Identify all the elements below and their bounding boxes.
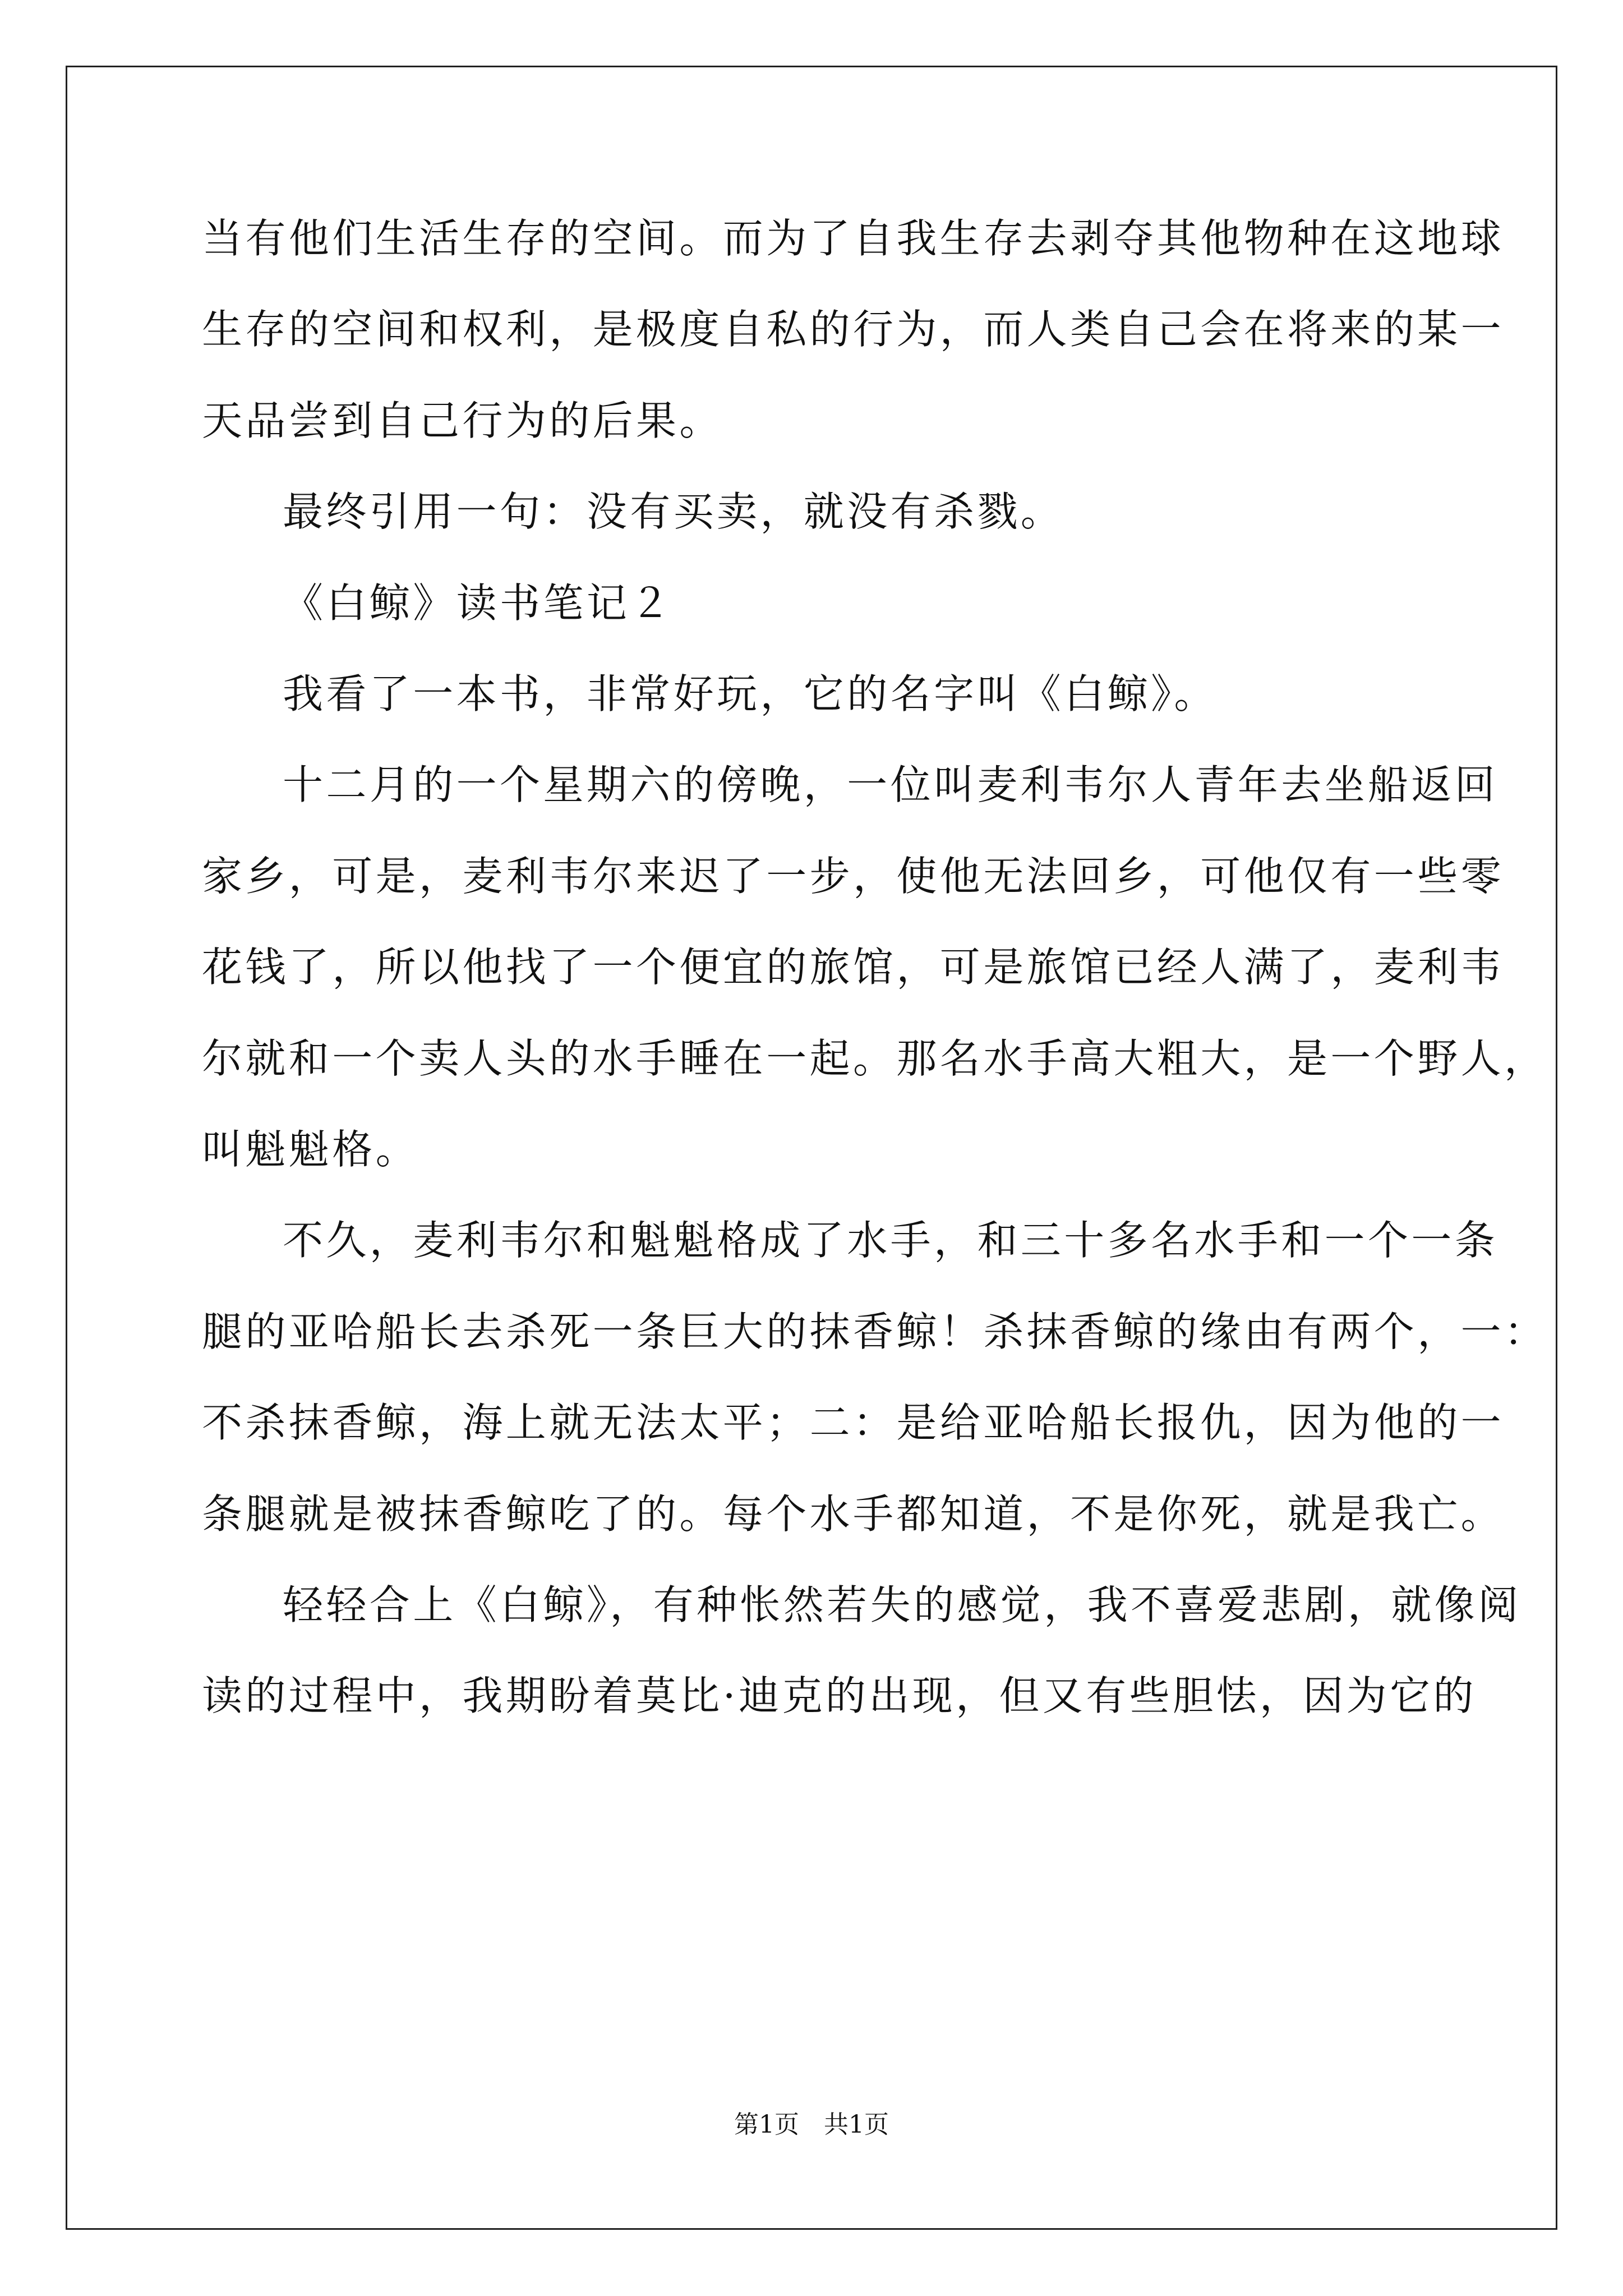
section-heading: 《白鲸》读书笔记２	[283, 579, 674, 627]
text-line: 生存的空间和权利，是极度自私的行为，而人类自己会在将来的某一	[202, 306, 1505, 353]
text-line: 不久，麦利韦尔和魁魁格成了水手，和三十多名水手和一个一条	[283, 1217, 1498, 1264]
text-line: 当有他们生活生存的空间。而为了自我生存去剥夺其他物种在这地球	[202, 215, 1505, 262]
text-line: 天品尝到自己行为的后果。	[202, 397, 723, 444]
text-line: 腿的亚哈船长去杀死一条巨大的抹香鲸！杀抹香鲸的缘由有两个，一：	[202, 1308, 1548, 1355]
text-line: 花钱了，所以他找了一个便宜的旅馆，可是旅馆已经人满了，麦利韦	[202, 944, 1505, 991]
text-line: 读的过程中，我期盼着莫比·迪克的出现，但又有些胆怯，因为它的	[202, 1672, 1477, 1719]
text-line: 家乡，可是，麦利韦尔来迟了一步，使他无法回乡，可他仅有一些零	[202, 853, 1505, 900]
text-line: 不杀抹香鲸，海上就无法太平；二：是给亚哈船长报仇，因为他的一	[202, 1399, 1505, 1446]
text-line: 条腿就是被抹香鲸吃了的。每个水手都知道，不是你死，就是我亡。	[202, 1490, 1505, 1538]
text-line: 轻轻合上《白鲸》，有种怅然若失的感觉，我不喜爱悲剧，就像阅	[283, 1581, 1521, 1628]
text-line: 最终引用一句：没有买卖，就没有杀戮。	[283, 488, 1064, 535]
text-line: 十二月的一个星期六的傍晚，一位叫麦利韦尔人青年去坐船返回	[283, 761, 1498, 808]
page-number-footer: 第1页 共1页	[734, 2110, 889, 2139]
text-line: 我看了一本书，非常好玩，它的名字叫《白鲸》。	[283, 670, 1218, 717]
text-line: 尔就和一个卖人头的水手睡在一起。那名水手高大粗大，是一个野人，	[202, 1035, 1548, 1082]
text-line: 叫魁魁格。	[202, 1126, 419, 1173]
